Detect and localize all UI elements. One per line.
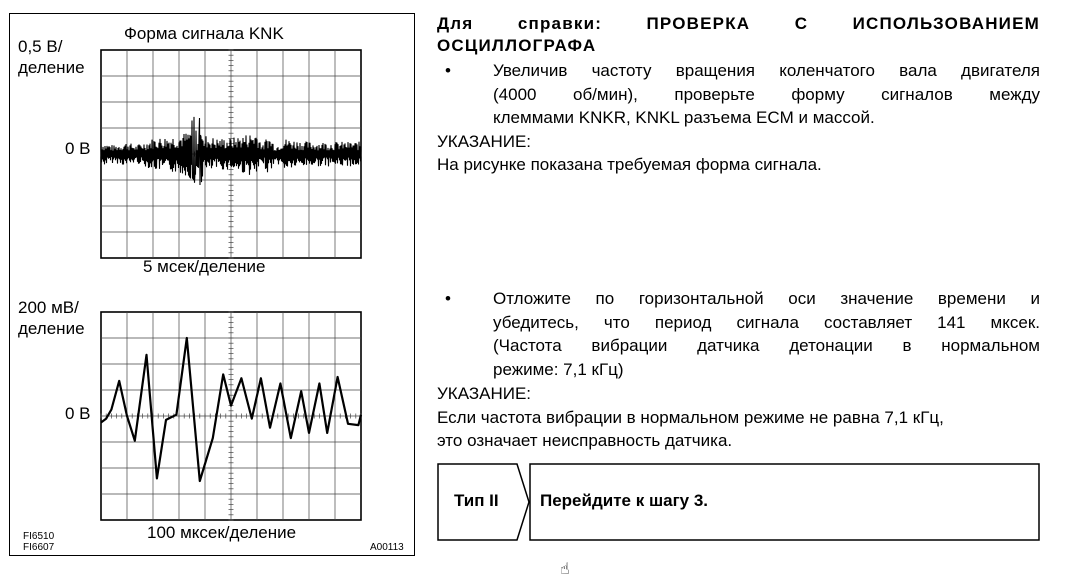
scope2-plot	[101, 312, 361, 520]
note1-label: УКАЗАНИЕ:	[437, 132, 532, 151]
ref-code: FI6510	[23, 531, 55, 542]
scope1-x-scale: 5 мсек/деление	[143, 257, 266, 276]
note1-text: На рисунке показана требуемая форма сигнала.	[437, 155, 822, 174]
oscilloscope-plots	[10, 14, 416, 557]
scope1-zero-label: 0 В	[65, 139, 91, 158]
note2-label: УКАЗАНИЕ:	[437, 384, 532, 403]
note2-line: Если частота вибрации в нормальном режиме не равна 7,1 кГц,	[437, 408, 944, 427]
go-to-step-3[interactable]: Перейдите к шагу 3.	[540, 491, 708, 510]
step1-line: клеммами KNKR, KNKL разъема ECM и массой.	[493, 108, 875, 127]
oscilloscope-figure	[9, 13, 415, 556]
heading-line2: ОСЦИЛЛОГРАФА	[437, 36, 597, 55]
scope1-plot	[101, 50, 361, 258]
scope2-y-scale-unit: деление	[18, 319, 85, 338]
scope2-zero-label: 0 В	[65, 404, 91, 423]
ref-code: FI6607	[23, 542, 55, 553]
scope1-y-scale: 0,5 В/	[18, 37, 63, 56]
bullet-icon: •	[445, 61, 451, 80]
scope2-x-scale: 100 мксек/деление	[147, 523, 297, 542]
note2-line: это означает неисправность датчика.	[437, 431, 733, 450]
type-label: Тип II	[454, 491, 499, 510]
figure-id: A00113	[370, 542, 404, 553]
scope1-title: Форма сигнала KNK	[124, 24, 284, 43]
hand-cursor-icon: ☝	[560, 561, 570, 578]
scope2-y-scale: 200 мВ/	[18, 298, 79, 317]
scope1-y-scale-unit: деление	[18, 58, 85, 77]
step1-line: Увеличив частоту вращения коленчатого вала двигателя	[493, 61, 1040, 80]
step2-line: (Частота вибрации датчика детонации в нормальном	[493, 336, 1040, 355]
result-step-box	[437, 463, 1040, 541]
step-box-frame	[437, 463, 1040, 541]
step2-line: Отложите по горизонтальной оси значение времени и	[493, 289, 1040, 308]
step2-line: режиме: 7,1 кГц)	[493, 360, 624, 379]
step2-line: убедитесь, что период сигнала составляет 141 мксек.	[493, 313, 1040, 332]
bullet-icon: •	[445, 289, 451, 308]
heading-line1: Для справки: ПРОВЕРКА С ИСПОЛЬЗОВАНИЕМ	[437, 14, 1040, 33]
step1-line: (4000 об/мин), проверьте форму сигналов между	[493, 85, 1040, 104]
